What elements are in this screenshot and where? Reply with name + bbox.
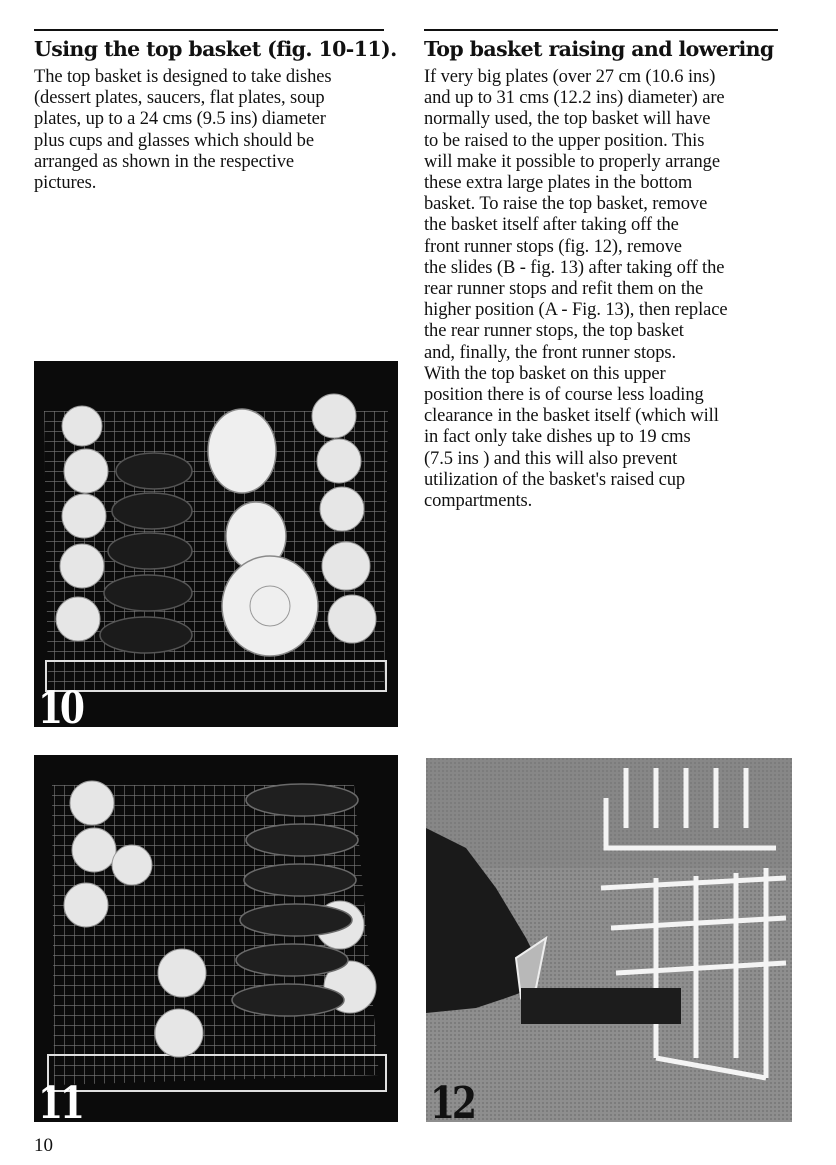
right-line: compartments. — [424, 491, 533, 512]
figure-12-photo — [426, 758, 792, 1122]
right-line: front runner stops (fig. 12), remove — [424, 236, 682, 257]
right-line: the slides (B - fig. 13) after taking off the — [424, 257, 725, 278]
right-line: With the top basket on this upper — [424, 363, 666, 384]
right-line: the rear runner stops, the top basket — [424, 321, 684, 342]
right-line: higher position (A - Fig. 13), then replace — [424, 300, 728, 321]
left-line: plus cups and glasses which should be — [34, 130, 314, 151]
left-line: (dessert plates, saucers, flat plates, soup — [34, 88, 325, 109]
left-top-rule — [34, 29, 384, 31]
figure-11-photo — [34, 755, 398, 1122]
right-line: (7.5 ins ) and this will also prevent — [424, 448, 678, 469]
right-line: utilization of the basket's raised cup — [424, 469, 686, 490]
right-body-text — [424, 67, 727, 512]
left-body-text — [34, 67, 332, 194]
runner-stop-illustration — [426, 758, 792, 1122]
right-line: position there is of course less loading — [424, 385, 704, 406]
right-line: normally used, the top basket will have — [424, 109, 711, 130]
right-top-rule — [424, 29, 778, 31]
figure-10-photo — [34, 361, 398, 727]
left-line: arranged as shown in the respective — [34, 151, 295, 172]
left-line: The top basket is designed to take dishes — [34, 67, 332, 87]
figure-10-label: 10 — [38, 683, 82, 727]
basket-illustration-11 — [34, 755, 398, 1122]
left-heading: Using the top basket (fig. 10-11). — [34, 37, 397, 61]
right-heading: Top basket raising and lowering — [424, 37, 774, 61]
left-line: plates, up to a 24 cms (9.5 ins) diameter — [34, 109, 326, 130]
right-line: to be raised to the upper position. This — [424, 130, 705, 151]
right-line: will make it possible to properly arrange — [424, 151, 720, 172]
left-line: pictures. — [34, 173, 97, 194]
right-line: and up to 31 cms (12.2 ins) diameter) are — [424, 88, 725, 109]
right-line: rear runner stops and refit them on the — [424, 279, 704, 300]
right-line: these extra large plates in the bottom — [424, 173, 693, 194]
right-line: in fact only take dishes up to 19 cms — [424, 427, 691, 448]
right-line: the basket itself after taking off the — [424, 215, 679, 236]
page-number: 10 — [34, 1135, 53, 1156]
right-line: basket. To raise the top basket, remove — [424, 194, 708, 215]
figure-12-label: 12 — [430, 1078, 474, 1122]
right-line: and, finally, the front runner stops. — [424, 342, 676, 363]
figure-11-label: 11 — [38, 1078, 82, 1122]
basket-illustration-10 — [34, 361, 398, 727]
right-line: If very big plates (over 27 cm (10.6 ins) — [424, 67, 716, 87]
right-line: clearance in the basket itself (which will — [424, 406, 719, 427]
